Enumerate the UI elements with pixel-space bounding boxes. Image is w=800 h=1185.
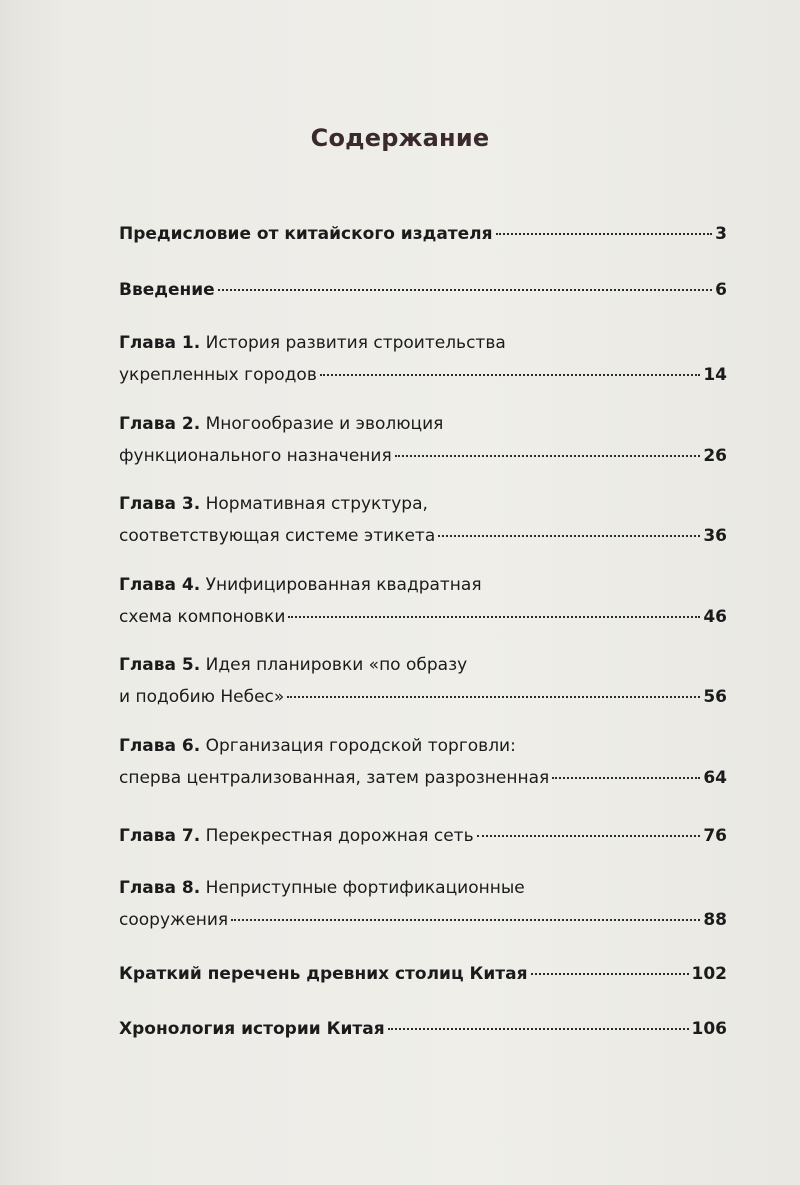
toc-page-number: 106: [691, 1019, 727, 1039]
dot-leader: [320, 374, 700, 376]
chapter-number: Глава 8.: [119, 878, 201, 898]
chapter-number: Глава 2.: [119, 414, 201, 434]
toc-entry-chapter-4: [119, 573, 727, 629]
chapter-title-line1: Идея планировки «по образу: [205, 655, 468, 675]
chapter-title-line2: сооружения: [119, 910, 229, 930]
toc-page-number: 56: [703, 687, 727, 707]
toc-page-number: 46: [703, 607, 727, 627]
toc-page-number: 26: [703, 446, 727, 466]
chapter-title-line1: История развития строительства: [205, 333, 506, 353]
dot-leader: [218, 289, 712, 291]
chapter-title-line1: Перекрестная дорожная сеть: [205, 826, 474, 846]
chapter-number: Глава 7.: [119, 826, 201, 846]
dot-leader: [496, 233, 713, 235]
chapter-title-line2: и подобию Небес»: [119, 687, 285, 707]
chapter-title-line1: Неприступные фортификационные: [205, 878, 525, 898]
toc-page-number: 64: [703, 768, 727, 788]
chapter-title-line2: сперва централизованная, затем разрозненная: [119, 768, 550, 788]
chapter-title-line1: Многообразие и эволюция: [205, 414, 444, 434]
toc-entry-capitals: [119, 962, 727, 986]
dot-leader: [288, 616, 700, 618]
dot-leader: [552, 777, 700, 779]
chapter-title-line2: соответствующая системе этикета: [119, 526, 436, 546]
page-title: Содержание: [310, 124, 490, 152]
chapter-title-line2: функционального назначения: [119, 446, 392, 466]
dot-leader: [395, 455, 701, 457]
dot-leader: [287, 696, 700, 698]
chapter-number: Глава 4.: [119, 575, 201, 595]
dot-leader: [531, 973, 689, 975]
toc-entry-chapter-2: [119, 412, 727, 468]
chapter-number: Глава 3.: [119, 494, 201, 514]
toc-page-number: 88: [703, 910, 727, 930]
toc-entry-chapter-8: [119, 876, 727, 932]
chapter-title-line1: Нормативная структура,: [205, 494, 428, 514]
dot-leader: [231, 919, 700, 921]
chapter-number: Глава 5.: [119, 655, 201, 675]
toc-entry-introduction: [119, 278, 727, 302]
toc-entry-chapter-3: [119, 492, 727, 548]
dot-leader: [477, 835, 701, 837]
toc-page-number: 102: [691, 964, 727, 984]
chapter-title-line2: укрепленных городов: [119, 365, 317, 385]
toc-entry-chapter-6: [119, 734, 727, 790]
dot-leader: [438, 535, 700, 537]
chapter-number: Глава 1.: [119, 333, 201, 353]
toc-page-number: 6: [715, 280, 727, 300]
dot-leader: [388, 1028, 689, 1030]
toc-entry-chapter-1: [119, 331, 727, 387]
toc-entry-chapter-5: [119, 653, 727, 709]
chapter-title-line1: Организация городской торговли:: [205, 736, 516, 756]
toc-page-number: 76: [703, 826, 727, 846]
toc-entry-chronology: [119, 1017, 727, 1041]
toc-entry-chapter-7: [119, 824, 727, 848]
toc-entry-label: Предисловие от китайского издателя: [119, 224, 493, 244]
chapter-title-line1: Унифицированная квадратная: [205, 575, 482, 595]
toc-entry-label: Краткий перечень древних столиц Китая: [119, 964, 528, 984]
toc-page-number: 36: [703, 526, 727, 546]
toc-entry-label: Хронология истории Китая: [119, 1019, 385, 1039]
toc-entry-preface: [119, 222, 727, 246]
chapter-title-line2: схема компоновки: [119, 607, 286, 627]
chapter-number: Глава 6.: [119, 736, 201, 756]
toc-entry-label: Введение: [119, 280, 215, 300]
toc-page-number: 3: [715, 224, 727, 244]
toc-page-number: 14: [703, 365, 727, 385]
